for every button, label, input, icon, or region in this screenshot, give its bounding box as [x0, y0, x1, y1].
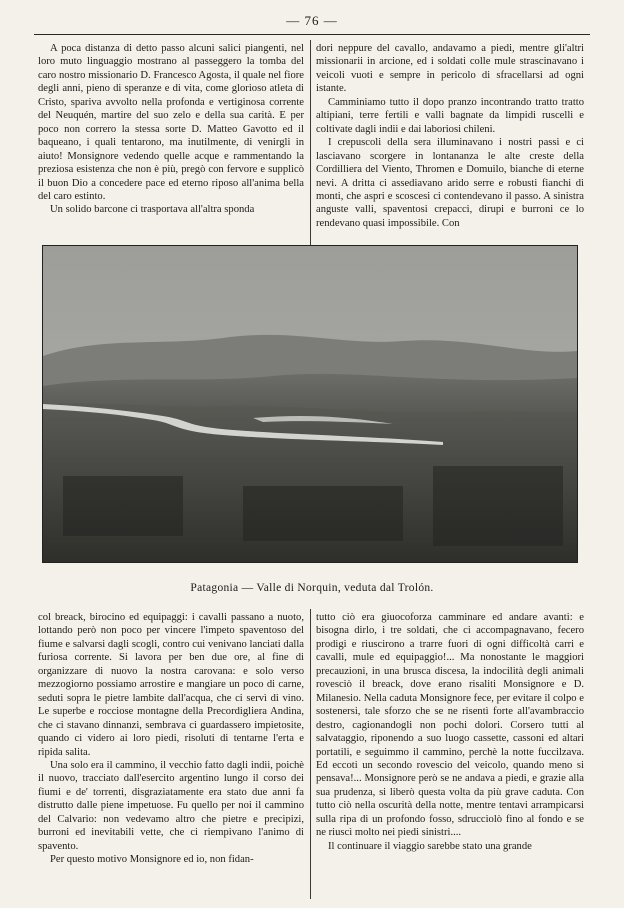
paragraph: dori neppure del cavallo, andavamo a piedi, mentre gli'altri missionarii in arcione, ed i soldati colle mule strascinavano i veicoli vuoti e sempre in pericolo di sfracellarsi ad ogni istante. — [316, 43, 584, 95]
column-top-right — [316, 42, 584, 230]
paragraph: Un solido barcone ci trasportava all'altra sponda — [50, 204, 255, 216]
paragraph: Una solo era il cammino, il vecchio fatto dagli indii, poichè il nuovo, tracciato dall'esercito argentino lungo il corso dei fiumi e de' torrenti, disgraziatamente era stato due anni fa distrutto dalle piene impetuose. Fu quello per noi il cammino del Calvario: non vedevamo altro che pietre e precipizi, burroni ed inevitabili vette, che ci riempivano l'animo di spavento. — [38, 759, 304, 852]
column-top-left — [38, 42, 304, 217]
figure-caption: Patagonia — Valle di Norquin, veduta dal Trolón. — [190, 582, 434, 594]
landscape-photo-icon — [43, 246, 577, 562]
column-divider — [310, 40, 311, 266]
column-bottom-right — [316, 611, 584, 853]
paragraph: Per questo motivo Monsignore ed io, non fidan- — [50, 854, 254, 866]
paragraph: tutto ciò era giuocoforza camminare ed andare avanti: e bisogna dirlo, i tre soldati, che ci accompagnavano, fecero prodigi e riuscirono a trarre fuori di ogni difficoltà carri e cavalli, mule ed equipaggio!... Ma nonostante le maggiori precauzioni, in una brusca discesa, la indocilità degli animali rovesciò il breack, dove erano risaliti Monsignore e D. Milanesio. Nella caduta Monsignore fece, per evitare il colpo e sostenersi, tale sforzo che se ne risentì forte all'avambraccio destro, cagionandogli non pochi dolori. Corsero tutti al salvataggio, riponendo a suo luogo cassette, cassoni ed altari portatili, e seguimmo il cammino, perchè la notte fuccilzava. Ed eccoti un secondo rovescio del veicolo, quando meno si pensava!... Monsignore però se ne andava a piedi, e grazie alla sua prudenza, si liberò questa volta da più grave caduta. Con tutto ciò nella oscurità della notte, mentre tentavi arrampicarsi sulla ripa di un profondo fosso, sdrucciolò fino al fondo e se ne riuscì molto nei piedi sinistri.... — [316, 612, 584, 839]
header-rule — [34, 34, 590, 35]
paragraph: A poca distanza di detto passo alcuni salici piangenti, nel loro muto linguaggio mostrano al passeggero la tomba del caro nostro missionario D. Francesco Agosta, il quale nel fiore degli anni, pieno di speranze e di vita, come glorioso atleta di Cristo, spariva avvolto nella profonda e vertiginosa corrente del Neuquén, martire del suo zelo e della sua carità. E per poco non correro la stessa sorte D. Matteo Gavotto ed il baqueano, i quali tentarono, ma inutilmente, di venirgli in aiuto! Monsignore vedendo quelle acque e rammentando la preziosa esistenza che non è più, pregò con fervore e supplicò il buon Dio a concedere pace ed eterno riposo all'anima bella del caro estinto. — [38, 43, 304, 202]
paragraph: I crepuscoli della sera illuminavano i nostri passi e ci lasciavano scorgere in lontananza le alte creste della Cordilliera del Viento, Thromen e Domuilo, bianche di eterne nevi. A dritta ci assediavano arido serre e robusti fianchi di monti, che aspri e scoscesi ci contendevano il passo. A sinistra anguste valli, spaventosi crepacci, dirupi e burroni ce lo rendevano quasi impossibile. Con — [316, 137, 584, 229]
column-divider — [310, 609, 311, 899]
paragraph: Camminiamo tutto il dopo pranzo incontrando tratto tratto altipiani, terre fertili e valli bagnate da limpidi ruscelli e coltivate dagli indii e dai laboriosi chileni. — [316, 96, 584, 135]
page-number: — 76 — — [286, 13, 338, 28]
paragraph: Il continuare il viaggio sarebbe stato una grande — [328, 840, 532, 852]
column-bottom-left — [38, 611, 304, 867]
landscape-photo — [42, 245, 578, 563]
paragraph: col breack, birocino ed equipaggi: i cavalli passano a nuoto, lottando però non poco per vincere l'impeto spaventoso del fiume e salvarsi dagli scogli, contro cui venivano lanciati dalla furiosa corrente. Si lavora per ben due ore, al fine di organizzare di nuovo la nostra carovana: e solo verso mezzogiorno possiamo arrostire e mangiare un poco di carne, seduti sopra le pietre lambite dall'acqua, che ci servì di vino. Le superbe e rocciose montagne della Precordigliera Andina, che ci stavano dinnanzi, sembrava ci guardassero impietosite, quando ci videro ai loro piedi, risoluti di tentarne l'erta e ripida salita. — [38, 612, 304, 758]
